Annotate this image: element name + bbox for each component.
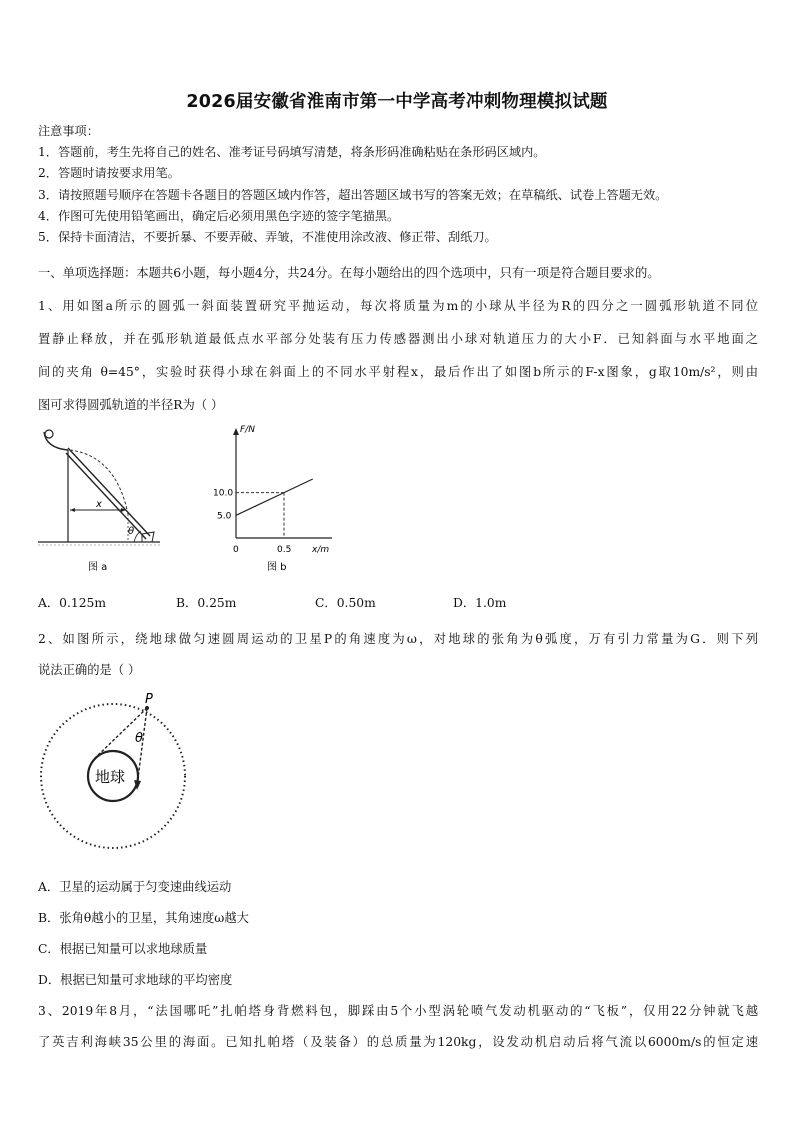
tangent-line-right	[137, 708, 147, 786]
figure-b	[213, 420, 340, 580]
y-tick-label: 5.0	[217, 511, 232, 522]
note-item: 1．答题前，考生先将自己的姓名、准考证号码填写清楚，将条形码准确粘贴在条形码区域内。	[38, 145, 546, 160]
figure-a	[30, 420, 170, 580]
option-b[interactable]: B．0.25m	[176, 596, 237, 610]
y-axis-arrow-icon	[233, 428, 239, 435]
notes-heading: 注意事项：	[38, 124, 99, 138]
origin-label: 0	[233, 545, 239, 555]
option-d[interactable]: D．根据已知量可求地球的平均密度	[38, 973, 233, 987]
option-c[interactable]: C．根据已知量可以求地球质量	[38, 942, 208, 956]
angle-label: θ	[128, 526, 135, 537]
section-heading: 一、单项选择题：本题共6小题，每小题4分，共24分。在每小题给出的四个选项中，只有一项是符合题目要求的。	[38, 266, 660, 280]
question-3	[38, 996, 758, 1058]
note-item: 3．请按照题号顺序在答题卡各题目的答题区域内作答，超出答题区域书写的答案无效；在草稿纸、试卷上答题无效。	[38, 187, 668, 202]
y-axis-label: F/N	[240, 425, 255, 435]
q2-line: 2、如图所示，绕地球做匀速圆周运动的卫星P的角速度为ω，对地球的张角为θ弧度，万有引力常量为G．则下列	[38, 632, 758, 646]
arrow-left	[70, 508, 75, 512]
note-item: 5．保持卡面清洁，不要折暴、不要弄破、弄皱，不准使用涂改液、修正带、刮纸刀。	[38, 230, 497, 245]
note-item: 4．作图可先使用铅笔画出，确定后必须用黑色字迹的签字笔描黑。	[38, 208, 400, 223]
x-tick-label: 0.5	[277, 545, 292, 555]
incline-upper	[68, 448, 150, 536]
notes-block	[38, 121, 758, 248]
question-1	[38, 290, 758, 422]
q2-options	[38, 872, 249, 996]
q3-line: 了英吉利海峡35公里的海面。已知扎帕塔（及装备）的总质量为120kg，设发动机启动后将气流以6000m/s的恒定速	[38, 1035, 758, 1049]
q1-line: 图可求得圆弧轨道的半径R为（ ）	[38, 398, 224, 412]
q1-line: 置静止释放，并在弧形轨道最低点水平部分处装有压力传感器测出小球对轨道压力的大小F．已知斜面与水平地面之	[38, 332, 758, 346]
note-item: 2．答题时请按要求用笔。	[38, 166, 180, 181]
option-d[interactable]: D．1.0m	[453, 596, 507, 610]
option-c[interactable]: C．0.50m	[315, 596, 376, 610]
option-b[interactable]: B．张角θ越小的卫星，其角速度ω越大	[38, 911, 249, 925]
range-label: x	[96, 499, 102, 510]
option-a[interactable]: A．0.125m	[38, 596, 107, 610]
figure-a-caption: 图 a	[88, 562, 108, 573]
q1-line: 1、用如图a所示的圆弧一斜面装置研究平抛运动，每次将质量为m的小球从半径为R的四分之一圆弧形轨道不同位	[38, 299, 758, 313]
angle-theta-label: θ	[135, 731, 143, 746]
f-x-line	[236, 479, 313, 515]
option-a[interactable]: A．卫星的运动属于匀变速曲线运动	[38, 880, 232, 894]
figure-b-caption: 图 b	[267, 562, 287, 573]
satellite-figure	[35, 690, 195, 850]
q3-line: 3、2019年8月，“法国哪吒”扎帕塔身背燃料包，脚踩由5个小型涡轮喷气发动机驱动的“飞板”，仅用22分钟就飞越	[38, 1004, 758, 1018]
q1-line: 间的夹角 θ=45°，实验时获得小球在斜面上的不同水平射程x，最后作出了如图b所示的F-x图象，g取10m/s²，则由	[38, 365, 758, 379]
y-tick-label: 10.0	[213, 488, 234, 499]
arc-track	[44, 432, 68, 450]
satellite-label: P	[145, 692, 153, 707]
q2-line: 说法正确的是（ ）	[38, 663, 141, 677]
plot-area	[236, 479, 313, 538]
ball-icon	[45, 430, 53, 438]
x-axis-label: x/m	[312, 545, 330, 555]
question-2	[38, 624, 758, 686]
page-title: 2026届安徽省淮南市第一中学高考冲刺物理模拟试题	[186, 92, 608, 112]
earth-label: 地球	[95, 768, 126, 786]
